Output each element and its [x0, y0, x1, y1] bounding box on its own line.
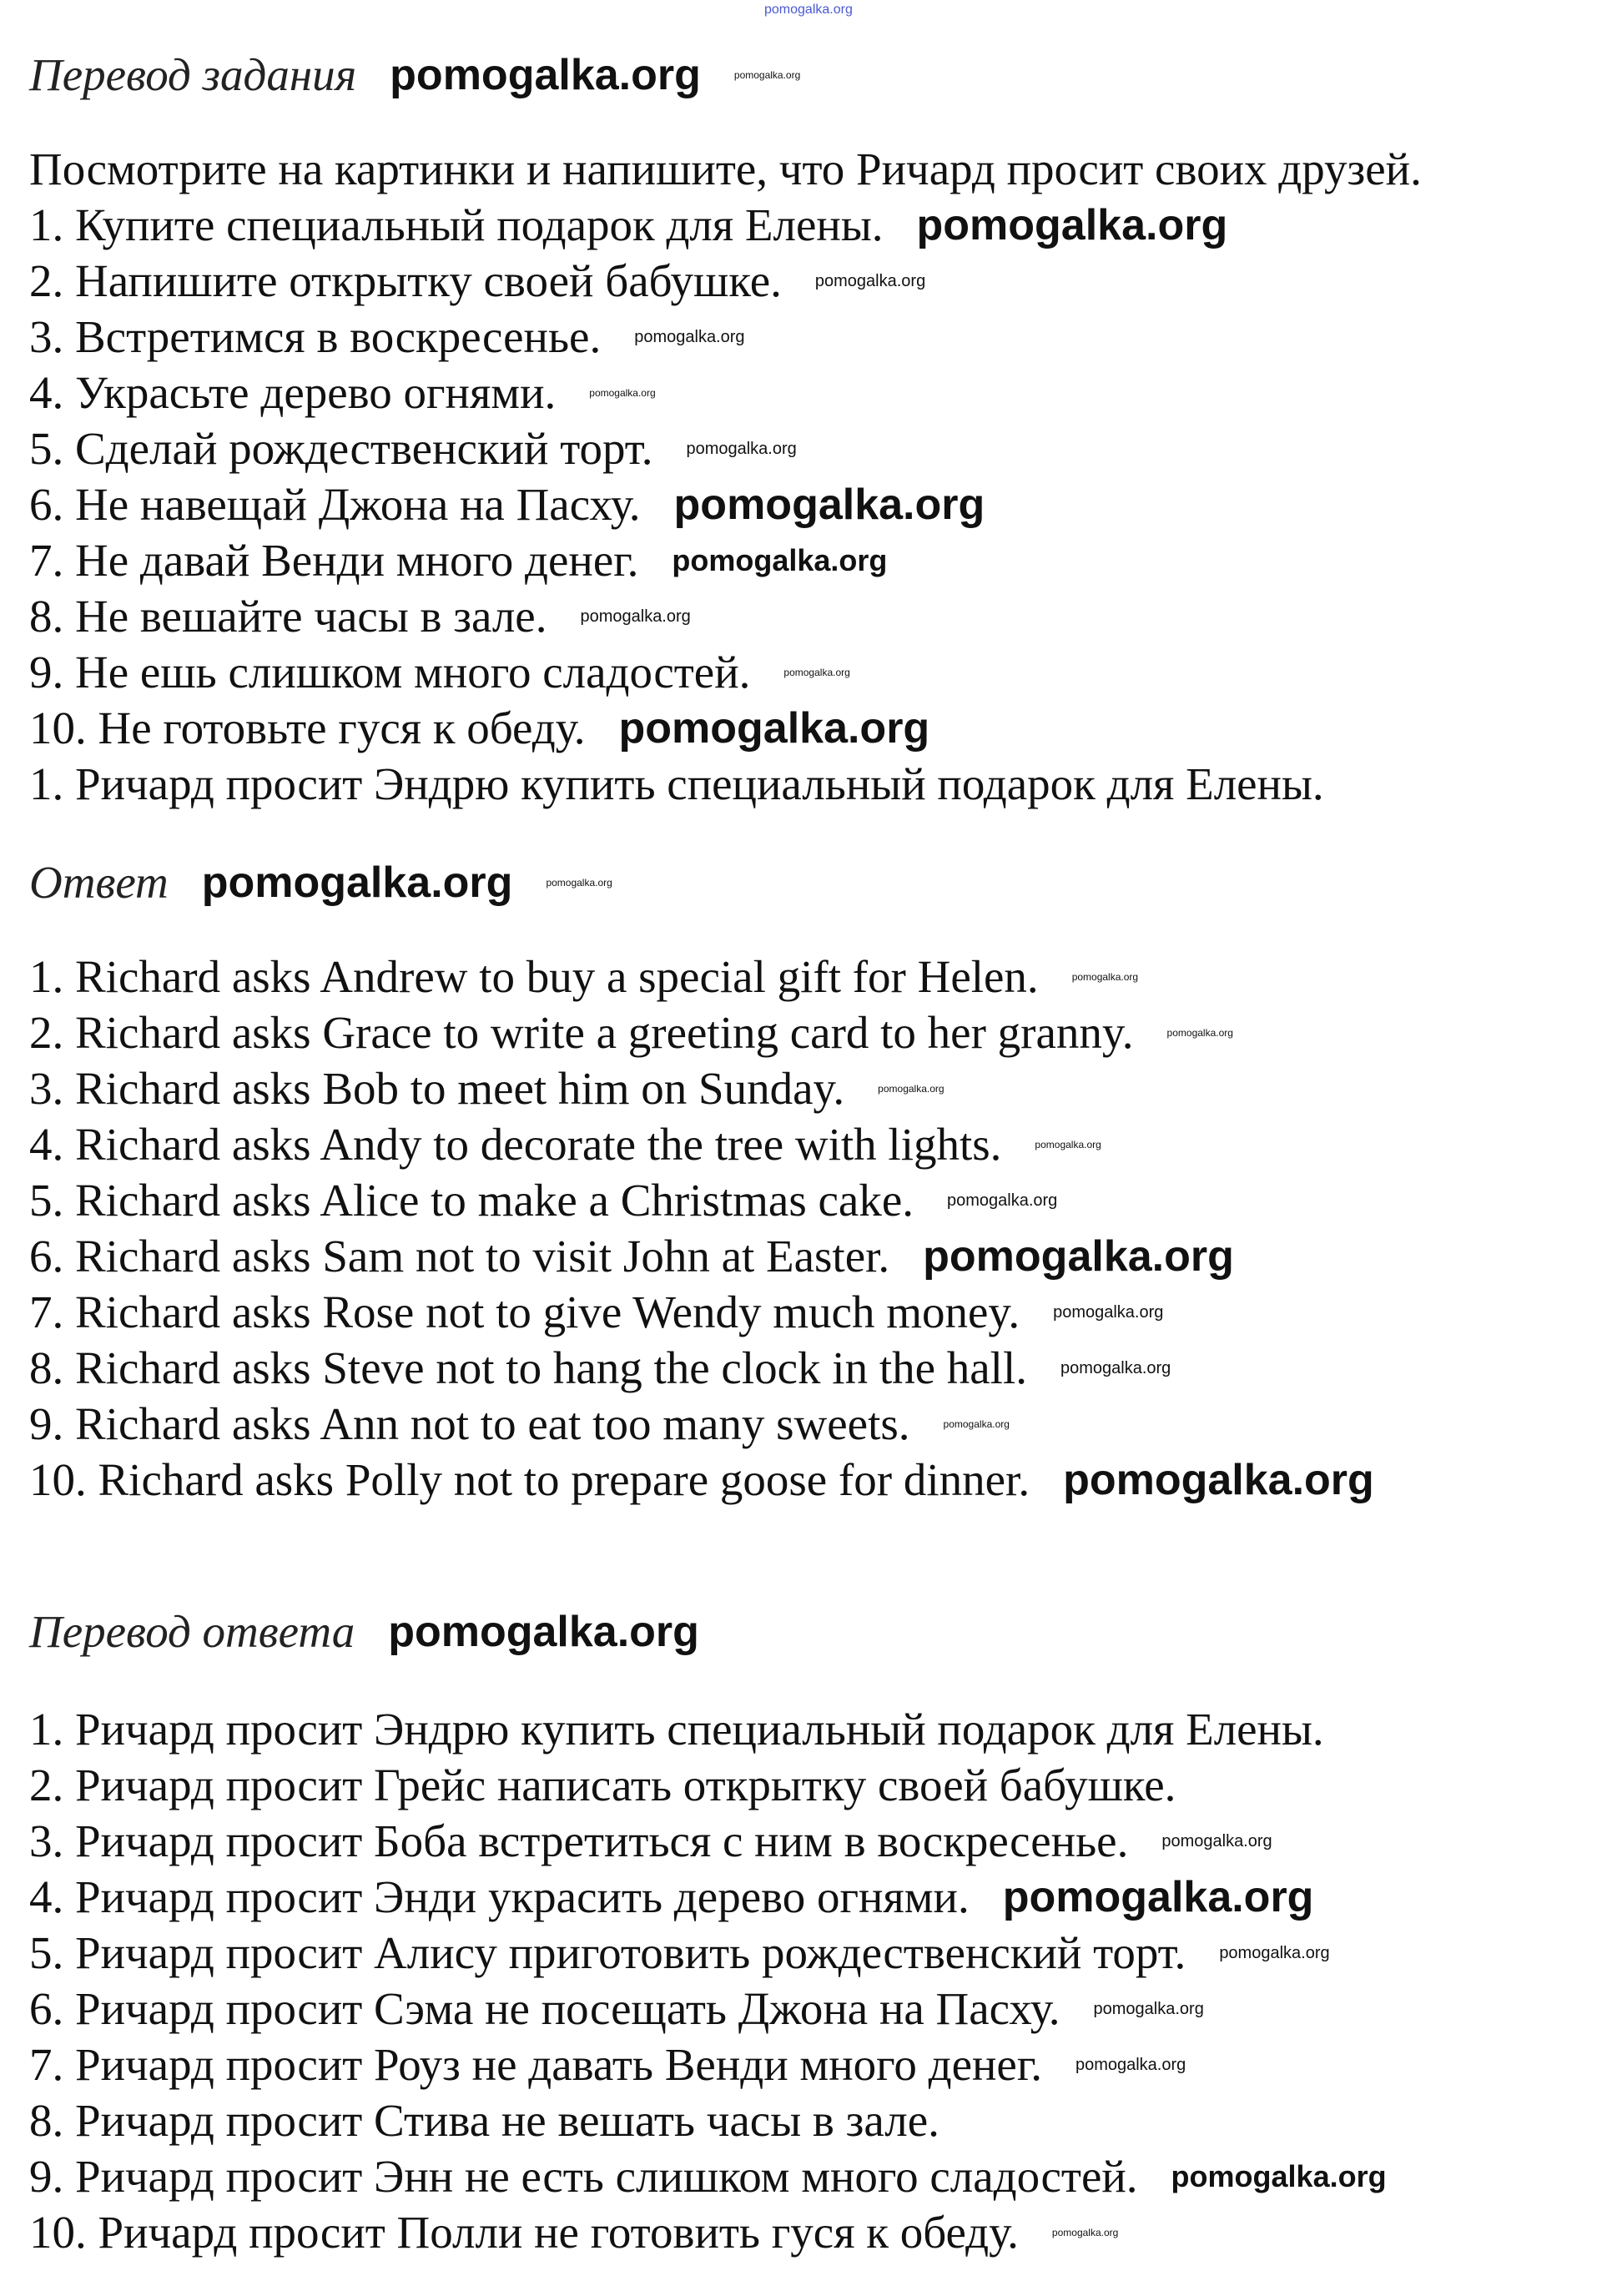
list-item: [29, 1757, 1617, 1813]
section-heading: Перевод задания: [29, 49, 357, 100]
list-item: [29, 2092, 1617, 2148]
watermark: pomogalka.org: [1166, 1026, 1233, 1039]
list-item: [29, 1004, 1617, 1060]
list-item-text: 10. Richard asks Polly not to prepare goose for dinner.: [29, 1454, 1030, 1505]
list-item: [29, 588, 1617, 644]
answer-list: [29, 949, 1617, 1508]
watermark: pomogalka.org: [1075, 2055, 1186, 2074]
list-item-text: 2. Напишите открытку своей бабушке.: [29, 255, 782, 306]
list-item: [29, 420, 1617, 476]
list-item-text: 5. Richard asks Alice to make a Christmas cake.: [29, 1175, 914, 1226]
list-item-text: 6. Не навещай Джона на Пасху.: [29, 479, 641, 530]
list-item: [29, 2037, 1617, 2092]
task-list: [29, 141, 1617, 812]
list-item: [29, 1116, 1617, 1172]
list-item-text: 8. Не вешайте часы в зале.: [29, 591, 547, 642]
list-item: [29, 1228, 1617, 1284]
watermark: pomogalka.org: [580, 607, 691, 626]
section-heading-row: [29, 854, 1617, 910]
watermark: pomogalka.org: [943, 1417, 1010, 1430]
list-item: [29, 644, 1617, 700]
watermark: pomogalka.org: [634, 327, 745, 346]
list-item: [29, 365, 1617, 420]
watermark: pomogalka.org: [1071, 970, 1139, 983]
list-item: [29, 1452, 1617, 1508]
watermark: pomogalka.org: [878, 1082, 945, 1095]
list-item-text: 4. Украсьте дерево огнями.: [29, 367, 557, 418]
watermark: pomogalka.org: [672, 542, 888, 577]
watermark: pomogalka.org: [1063, 1455, 1374, 1504]
list-item: [29, 1701, 1617, 1757]
watermark: pomogalka.org: [1060, 1358, 1171, 1377]
section-answer: [29, 854, 1617, 910]
watermark: pomogalka.org: [1053, 1302, 1164, 1322]
watermark: pomogalka.org: [388, 1607, 699, 1656]
watermark: pomogalka.org: [733, 68, 801, 81]
watermark: pomogalka.org: [390, 50, 701, 99]
list-item-text: 3. Ричард просит Боба встретиться с ним в воскресенье.: [29, 1815, 1129, 1866]
watermark: pomogalka.org: [1093, 1999, 1204, 2018]
list-item: [29, 309, 1617, 365]
watermark: pomogalka.org: [1035, 1138, 1101, 1151]
list-item: [29, 532, 1617, 588]
list-item-text: 10. Не готовьте гуся к обеду.: [29, 702, 586, 753]
list-item-text: 4. Ричард просит Энди украсить дерево огнями.: [29, 1871, 970, 1922]
watermark: pomogalka.org: [686, 439, 797, 458]
section-task-translation: [29, 47, 1617, 103]
watermark: pomogalka.org: [814, 271, 926, 290]
task-intro: Посмотрите на картинки и напишите, что Ричард просит своих друзей.: [29, 144, 1422, 194]
list-item-text: 8. Ричард просит Стива не вешать часы в зале.: [29, 2095, 939, 2146]
list-item-text: 7. Ричард просит Роуз не давать Венди много денег.: [29, 2039, 1042, 2090]
watermark: pomogalka.org: [673, 480, 985, 529]
list-item-text: 3. Встретимся в воскресенье.: [29, 311, 602, 362]
list-item: [29, 1060, 1617, 1116]
section-heading: Перевод ответа: [29, 1606, 355, 1657]
list-item-text: 7. Richard asks Rose not to give Wendy much money.: [29, 1286, 1020, 1337]
list-item-text: 7. Не давай Венди много денег.: [29, 535, 639, 586]
list-item-text: 8. Richard asks Steve not to hang the clock in the hall.: [29, 1342, 1027, 1393]
watermark: pomogalka.org: [783, 666, 850, 678]
section-heading: Ответ: [29, 857, 169, 908]
list-item-text: 4. Richard asks Andy to decorate the tree with lights.: [29, 1119, 1002, 1170]
list-item-text: 1. Richard asks Andrew to buy a special gift for Helen.: [29, 951, 1039, 1002]
list-item-text: 2. Ричард просит Грейс написать открытку своей бабушке.: [29, 1760, 1176, 1810]
list-item: [29, 1981, 1617, 2037]
watermark: pomogalka.org: [947, 1191, 1058, 1210]
list-item: [29, 2204, 1617, 2260]
watermark: pomogalka.org: [764, 3, 853, 17]
list-item: [29, 476, 1617, 532]
list-item-text: 9. Не ешь слишком много сладостей.: [29, 647, 751, 697]
list-item-text: 1. Ричард просит Эндрю купить специальный подарок для Елены.: [29, 1704, 1324, 1755]
watermark: pomogalka.org: [546, 876, 612, 889]
list-item-text: 6. Ричард просит Сэма не посещать Джона на Пасху.: [29, 1983, 1060, 2034]
list-item-text: 9. Ричард просит Энн не есть слишком много сладостей.: [29, 2151, 1138, 2202]
watermark: pomogalka.org: [1161, 1831, 1272, 1850]
watermark: pomogalka.org: [1219, 1943, 1330, 1962]
list-item: [29, 700, 1617, 756]
list-item: [29, 253, 1617, 309]
watermark: pomogalka.org: [1002, 1872, 1314, 1921]
list-item-text: 9. Richard asks Ann not to eat too many sweets.: [29, 1398, 910, 1449]
section-answer-translation: [29, 1604, 1617, 1659]
list-item-text: 5. Сделай рождественский торт.: [29, 423, 653, 474]
section-heading-row: [29, 1604, 1617, 1659]
section-heading-row: [29, 47, 1617, 103]
list-item: [29, 1172, 1617, 1228]
watermark: pomogalka.org: [589, 386, 656, 399]
list-item: [29, 1869, 1617, 1925]
answer-translation-list: [29, 1701, 1617, 2260]
list-item-text: 2. Richard asks Grace to write a greeting card to her granny.: [29, 1007, 1134, 1058]
list-item: [29, 949, 1617, 1004]
watermark: pomogalka.org: [916, 200, 1228, 249]
list-item: [29, 1813, 1617, 1869]
watermark: pomogalka.org: [618, 703, 930, 753]
list-item-text: 10. Ричард просит Полли не готовить гуся к обеду.: [29, 2207, 1019, 2258]
list-item-text: 5. Ричард просит Алису приготовить рождественский торт.: [29, 1927, 1186, 1978]
watermark: pomogalka.org: [201, 858, 513, 907]
list-item-text: 6. Richard asks Sam not to visit John at Easter.: [29, 1231, 890, 1281]
watermark: pomogalka.org: [1051, 2226, 1119, 2238]
list-item: [29, 756, 1617, 812]
list-item-text: 1. Купите специальный подарок для Елены.: [29, 199, 884, 250]
list-item: [29, 1340, 1617, 1396]
list-item: [29, 1925, 1617, 1981]
list-item-text: 3. Richard asks Bob to meet him on Sunday.: [29, 1063, 845, 1114]
task-intro-row: [29, 141, 1617, 197]
list-item: [29, 1284, 1617, 1340]
list-item: [29, 1396, 1617, 1452]
list-item: [29, 197, 1617, 253]
watermark: pomogalka.org: [1171, 2158, 1387, 2193]
watermark: pomogalka.org: [923, 1231, 1234, 1281]
list-item-text: 1. Ричард просит Эндрю купить специальный подарок для Елены.: [29, 758, 1324, 809]
list-item: [29, 2148, 1617, 2204]
